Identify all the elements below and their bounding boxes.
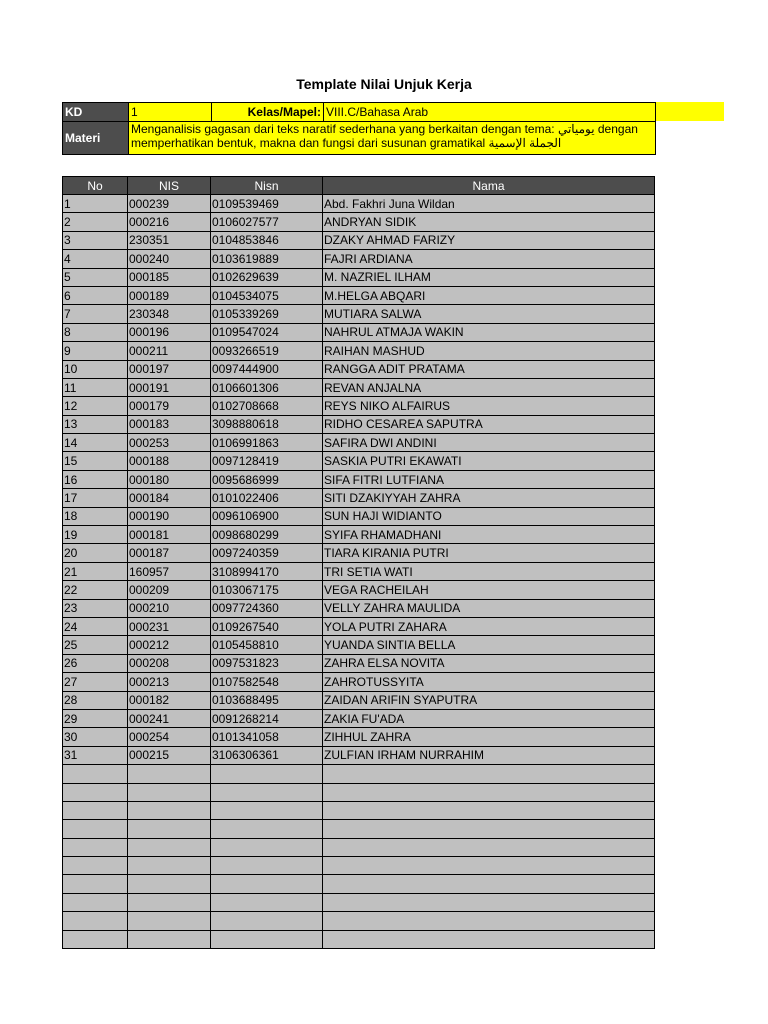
no-cell[interactable]: 28 (63, 691, 128, 709)
no-cell[interactable]: 11 (63, 378, 128, 396)
nisn-cell[interactable] (211, 912, 323, 930)
materi-value-cell[interactable]: Menganalisis gagasan dari teks naratif sederhana yang berkaitan dengan tema: يومياتي dengan memperhatikan bentuk, makna dan fungsi dari susunan gramatikal الجملة الإسمية (129, 122, 656, 155)
nis-cell[interactable]: 230348 (128, 305, 211, 323)
table-row (63, 378, 655, 396)
nama-cell[interactable]: SITI DZAKIYYAH ZAHRA (323, 489, 655, 507)
table-row (63, 820, 655, 838)
nis-cell[interactable]: 000180 (128, 470, 211, 488)
nis-cell[interactable]: 000191 (128, 378, 211, 396)
no-cell[interactable]: 13 (63, 415, 128, 433)
no-cell[interactable]: 7 (63, 305, 128, 323)
nisn-cell[interactable]: 0101341058 (211, 728, 323, 746)
no-cell[interactable]: 24 (63, 617, 128, 635)
no-cell[interactable]: 29 (63, 709, 128, 727)
no-cell[interactable]: 26 (63, 654, 128, 672)
nama-cell[interactable]: REVAN ANJALNA (323, 378, 655, 396)
nis-cell[interactable]: 000190 (128, 507, 211, 525)
nama-cell[interactable] (323, 930, 655, 948)
table-row (63, 617, 655, 635)
nisn-cell[interactable]: 0095686999 (211, 470, 323, 488)
nama-cell[interactable]: SYIFA RHAMADHANI (323, 526, 655, 544)
nisn-cell[interactable] (211, 875, 323, 893)
table-row (63, 562, 655, 580)
table-row (63, 765, 655, 783)
table-row (63, 544, 655, 562)
no-cell[interactable]: 21 (63, 562, 128, 580)
no-cell[interactable]: 17 (63, 489, 128, 507)
nis-cell[interactable]: 000181 (128, 526, 211, 544)
nis-cell[interactable]: 000209 (128, 581, 211, 599)
nama-cell[interactable]: Abd. Fakhri Juna Wildan (323, 195, 655, 213)
nisn-cell[interactable] (211, 893, 323, 911)
nisn-cell[interactable]: 0097531823 (211, 654, 323, 672)
nama-cell[interactable]: NAHRUL ATMAJA WAKIN (323, 323, 655, 341)
nisn-cell[interactable] (211, 783, 323, 801)
nisn-cell[interactable]: 0102629639 (211, 268, 323, 286)
no-cell[interactable] (63, 838, 128, 856)
table-row (63, 489, 655, 507)
nama-cell[interactable] (323, 801, 655, 819)
nama-cell[interactable]: ZAHRA ELSA NOVITA (323, 654, 655, 672)
table-row (63, 875, 655, 893)
table-row (63, 636, 655, 654)
nis-cell[interactable] (128, 912, 211, 930)
table-row (63, 709, 655, 727)
nama-cell[interactable]: RANGGA ADIT PRATAMA (323, 360, 655, 378)
table-row (63, 654, 655, 672)
table-header-row (63, 177, 655, 195)
nis-cell[interactable] (128, 930, 211, 948)
nis-cell[interactable]: 000241 (128, 709, 211, 727)
no-cell[interactable]: 5 (63, 268, 128, 286)
no-cell[interactable] (63, 875, 128, 893)
nisn-cell[interactable] (211, 930, 323, 948)
nisn-cell[interactable]: 0104853846 (211, 231, 323, 249)
nama-cell[interactable] (323, 765, 655, 783)
no-cell[interactable]: 18 (63, 507, 128, 525)
no-cell[interactable] (63, 930, 128, 948)
nis-cell[interactable]: 000183 (128, 415, 211, 433)
nisn-cell[interactable] (211, 820, 323, 838)
nisn-cell[interactable]: 0104534075 (211, 286, 323, 304)
student-table (62, 176, 655, 949)
nis-cell[interactable]: 000212 (128, 636, 211, 654)
no-cell[interactable] (63, 801, 128, 819)
nama-cell[interactable]: TIARA KIRANIA PUTRI (323, 544, 655, 562)
table-row (63, 342, 655, 360)
table-row (63, 673, 655, 691)
nis-cell[interactable]: 000179 (128, 397, 211, 415)
kelas-label: Kelas/Mapel: (212, 103, 324, 122)
no-cell[interactable]: 15 (63, 452, 128, 470)
nis-cell[interactable] (128, 801, 211, 819)
table-row (63, 195, 655, 213)
table-row (63, 599, 655, 617)
nis-cell[interactable] (128, 765, 211, 783)
nisn-cell[interactable]: 0102708668 (211, 397, 323, 415)
no-cell[interactable]: 19 (63, 526, 128, 544)
table-row (63, 323, 655, 341)
no-cell[interactable] (63, 765, 128, 783)
nis-cell[interactable]: 000197 (128, 360, 211, 378)
nama-cell[interactable] (323, 893, 655, 911)
table-row (63, 691, 655, 709)
no-cell[interactable]: 1 (63, 195, 128, 213)
column-header-nama: Nama (323, 177, 655, 195)
nisn-cell[interactable]: 0107582548 (211, 673, 323, 691)
no-cell[interactable]: 30 (63, 728, 128, 746)
no-cell[interactable] (63, 820, 128, 838)
table-row (63, 526, 655, 544)
highlight-fill (654, 102, 724, 121)
table-row (63, 452, 655, 470)
nisn-cell[interactable]: 0105458810 (211, 636, 323, 654)
nisn-cell[interactable]: 3098880618 (211, 415, 323, 433)
no-cell[interactable] (63, 912, 128, 930)
no-cell[interactable] (63, 783, 128, 801)
nis-cell[interactable] (128, 875, 211, 893)
table-row (63, 397, 655, 415)
nama-cell[interactable]: TRI SETIA WATI (323, 562, 655, 580)
nisn-cell[interactable]: 3108994170 (211, 562, 323, 580)
nisn-cell[interactable]: 0096106900 (211, 507, 323, 525)
column-header-nisn: Nisn (211, 177, 323, 195)
nisn-cell[interactable]: 0097724360 (211, 599, 323, 617)
nis-cell[interactable]: 000188 (128, 452, 211, 470)
nama-cell[interactable] (323, 783, 655, 801)
no-cell[interactable]: 4 (63, 250, 128, 268)
nama-cell[interactable]: RIDHO CESAREA SAPUTRA (323, 415, 655, 433)
nisn-cell[interactable]: 3106306361 (211, 746, 323, 764)
nis-cell[interactable]: 000213 (128, 673, 211, 691)
nama-cell[interactable]: ZAKIA FU'ADA (323, 709, 655, 727)
nisn-cell[interactable]: 0109539469 (211, 195, 323, 213)
nisn-cell[interactable]: 0109267540 (211, 617, 323, 635)
nama-cell[interactable]: YUANDA SINTIA BELLA (323, 636, 655, 654)
info-table (62, 102, 656, 155)
table-row (63, 507, 655, 525)
nis-cell[interactable]: 000185 (128, 268, 211, 286)
table-row (63, 838, 655, 856)
column-header-no: No (63, 177, 128, 195)
no-cell[interactable]: 23 (63, 599, 128, 617)
table-row (63, 801, 655, 819)
no-cell[interactable]: 3 (63, 231, 128, 249)
nisn-cell[interactable]: 0103619889 (211, 250, 323, 268)
no-cell[interactable]: 12 (63, 397, 128, 415)
nama-cell[interactable]: FAJRI ARDIANA (323, 250, 655, 268)
nama-cell[interactable] (323, 857, 655, 875)
nisn-cell[interactable]: 0093266519 (211, 342, 323, 360)
no-cell[interactable]: 16 (63, 470, 128, 488)
no-cell[interactable]: 8 (63, 323, 128, 341)
nis-cell[interactable]: 000231 (128, 617, 211, 635)
nis-cell[interactable]: 000216 (128, 213, 211, 231)
table-row (63, 250, 655, 268)
table-row (63, 213, 655, 231)
nis-cell[interactable]: 000254 (128, 728, 211, 746)
nama-cell[interactable]: SAFIRA DWI ANDINI (323, 434, 655, 452)
nis-cell[interactable]: 000211 (128, 342, 211, 360)
nama-cell[interactable] (323, 875, 655, 893)
nama-cell[interactable]: VELLY ZAHRA MAULIDA (323, 599, 655, 617)
kelas-value-cell[interactable]: VIII.C/Bahasa Arab (324, 103, 656, 122)
nis-cell[interactable]: 000184 (128, 489, 211, 507)
nama-cell[interactable]: ZAIDAN ARIFIN SYAPUTRA (323, 691, 655, 709)
nisn-cell[interactable]: 0106027577 (211, 213, 323, 231)
nis-cell[interactable] (128, 820, 211, 838)
nisn-cell[interactable] (211, 857, 323, 875)
nisn-cell[interactable]: 0097128419 (211, 452, 323, 470)
no-cell[interactable]: 22 (63, 581, 128, 599)
nis-cell[interactable]: 000215 (128, 746, 211, 764)
nama-cell[interactable] (323, 820, 655, 838)
table-row (63, 415, 655, 433)
nisn-cell[interactable]: 0097240359 (211, 544, 323, 562)
nama-cell[interactable]: SIFA FITRI LUTFIANA (323, 470, 655, 488)
table-row (63, 434, 655, 452)
nama-cell[interactable]: SASKIA PUTRI EKAWATI (323, 452, 655, 470)
nisn-cell[interactable] (211, 838, 323, 856)
nisn-cell[interactable]: 0103067175 (211, 581, 323, 599)
nis-cell[interactable]: 000253 (128, 434, 211, 452)
nisn-cell[interactable]: 0098680299 (211, 526, 323, 544)
nis-cell[interactable]: 000189 (128, 286, 211, 304)
nisn-cell[interactable] (211, 765, 323, 783)
table-row (63, 231, 655, 249)
table-row (63, 930, 655, 948)
nama-cell[interactable]: REYS NIKO ALFAIRUS (323, 397, 655, 415)
table-row (63, 728, 655, 746)
nama-cell[interactable]: ANDRYAN SIDIK (323, 213, 655, 231)
nis-cell[interactable]: 000210 (128, 599, 211, 617)
no-cell[interactable]: 10 (63, 360, 128, 378)
nama-cell[interactable] (323, 838, 655, 856)
nisn-cell[interactable]: 0101022406 (211, 489, 323, 507)
nis-cell[interactable]: 230351 (128, 231, 211, 249)
nama-cell[interactable]: ZULFIAN IRHAM NURRAHIM (323, 746, 655, 764)
nis-cell[interactable] (128, 838, 211, 856)
no-cell[interactable]: 14 (63, 434, 128, 452)
nama-cell[interactable]: VEGA RACHEILAH (323, 581, 655, 599)
nisn-cell[interactable]: 0103688495 (211, 691, 323, 709)
no-cell[interactable] (63, 893, 128, 911)
nis-cell[interactable]: 000187 (128, 544, 211, 562)
table-row (63, 893, 655, 911)
nis-cell[interactable]: 000239 (128, 195, 211, 213)
nisn-cell[interactable]: 0106991863 (211, 434, 323, 452)
no-cell[interactable]: 9 (63, 342, 128, 360)
table-row (63, 286, 655, 304)
nama-cell[interactable]: YOLA PUTRI ZAHARA (323, 617, 655, 635)
nama-cell[interactable]: ZAHROTUSSYITA (323, 673, 655, 691)
nisn-cell[interactable] (211, 801, 323, 819)
no-cell[interactable] (63, 857, 128, 875)
nis-cell[interactable]: 000240 (128, 250, 211, 268)
nis-cell[interactable]: 160957 (128, 562, 211, 580)
page-title: Template Nilai Unjuk Kerja (296, 76, 472, 92)
no-cell[interactable]: 25 (63, 636, 128, 654)
nama-cell[interactable]: SUN HAJI WIDIANTO (323, 507, 655, 525)
table-row (63, 268, 655, 286)
table-row (63, 857, 655, 875)
column-header-nis: NIS (128, 177, 211, 195)
table-row (63, 912, 655, 930)
nis-cell[interactable] (128, 893, 211, 911)
table-row (63, 581, 655, 599)
no-cell[interactable]: 20 (63, 544, 128, 562)
nis-cell[interactable] (128, 783, 211, 801)
nisn-cell[interactable]: 0091268214 (211, 709, 323, 727)
nis-cell[interactable]: 000182 (128, 691, 211, 709)
table-row (63, 360, 655, 378)
nama-cell[interactable]: M.HELGA ABQARI (323, 286, 655, 304)
kd-value-cell[interactable]: 1 (129, 103, 212, 122)
nama-cell[interactable] (323, 912, 655, 930)
nama-cell[interactable]: DZAKY AHMAD FARIZY (323, 231, 655, 249)
no-cell[interactable]: 2 (63, 213, 128, 231)
nis-cell[interactable]: 000196 (128, 323, 211, 341)
no-cell[interactable]: 6 (63, 286, 128, 304)
nama-cell[interactable]: M. NAZRIEL ILHAM (323, 268, 655, 286)
kd-label: KD (63, 103, 129, 122)
nisn-cell[interactable]: 0106601306 (211, 378, 323, 396)
nisn-cell[interactable]: 0105339269 (211, 305, 323, 323)
materi-label: Materi (63, 122, 129, 155)
nama-cell[interactable]: ZIHHUL ZAHRA (323, 728, 655, 746)
nis-cell[interactable]: 000208 (128, 654, 211, 672)
nisn-cell[interactable]: 0097444900 (211, 360, 323, 378)
table-row (63, 783, 655, 801)
nisn-cell[interactable]: 0109547024 (211, 323, 323, 341)
table-row (63, 305, 655, 323)
no-cell[interactable]: 31 (63, 746, 128, 764)
table-row (63, 746, 655, 764)
nama-cell[interactable]: RAIHAN MASHUD (323, 342, 655, 360)
table-row (63, 470, 655, 488)
no-cell[interactable]: 27 (63, 673, 128, 691)
nama-cell[interactable]: MUTIARA SALWA (323, 305, 655, 323)
nis-cell[interactable] (128, 857, 211, 875)
